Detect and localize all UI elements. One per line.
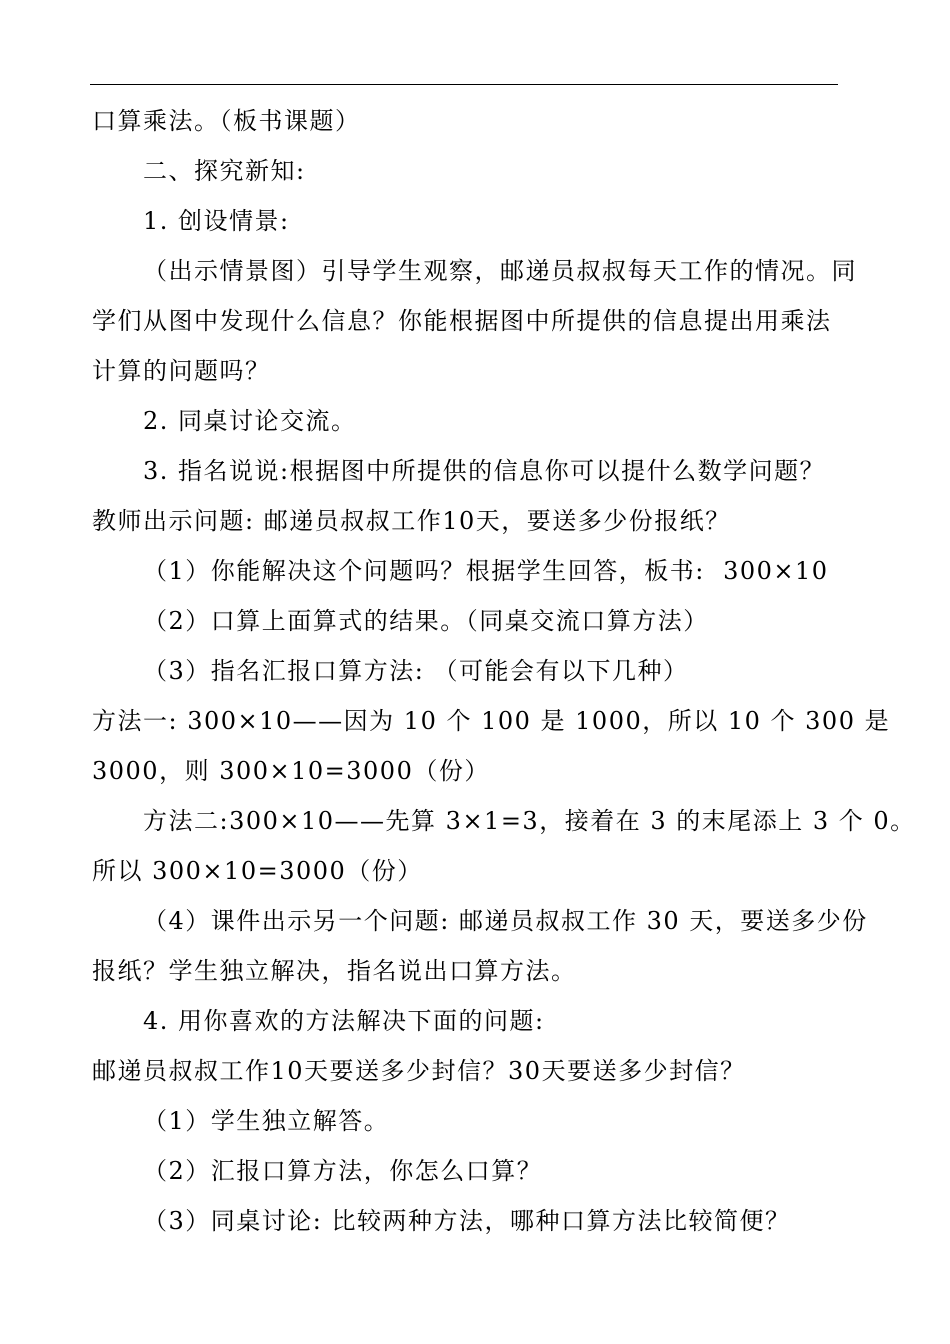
step-heading: 4. 用你喜欢的方法解决下面的问题: <box>143 1007 545 1035</box>
text-line: 学们从图中发现什么信息？你能根据图中所提供的信息提出用乘法 <box>92 307 832 335</box>
text-line: （出示情景图）引导学生观察，邮递员叔叔每天工作的情况。同 <box>143 257 857 285</box>
step-heading: 2. 同桌讨论交流。 <box>143 407 357 435</box>
text-line: （1）学生独立解答。 <box>143 1107 390 1135</box>
text-line: 口算乘法。（板书课题） <box>92 107 361 135</box>
text-line: 计算的问题吗？ <box>92 357 271 385</box>
text-line: （3）指名汇报口算方法: （可能会有以下几种） <box>143 657 689 685</box>
text-line: 3000，则 300×10=3000（份） <box>92 757 490 785</box>
step-heading: 1. 创设情景: <box>143 207 290 235</box>
text-line: （3）同桌讨论: 比较两种方法，哪种口算方法比较简便？ <box>143 1207 791 1235</box>
text-line: （1）你能解决这个问题吗？根据学生回答，板书: 300×10 <box>143 557 829 585</box>
step-heading: 3. 指名说说:根据图中所提供的信息你可以提什么数学问题？ <box>143 457 826 485</box>
text-line: 邮递员叔叔工作10天要送多少封信？30天要送多少封信？ <box>92 1057 746 1085</box>
text-line: 教师出示问题: 邮递员叔叔工作10天，要送多少份报纸？ <box>92 507 731 535</box>
text-line: （4）课件出示另一个问题: 邮递员叔叔工作 30 天，要送多少份 <box>143 907 868 935</box>
text-line: 方法二:300×10——先算 3×1=3，接着在 3 的末尾添上 3 个 0。 <box>143 807 916 835</box>
text-line: 所以 300×10=3000（份） <box>92 857 423 885</box>
text-line: 报纸？学生独立解决，指名说出口算方法。 <box>92 957 577 985</box>
header-rule <box>90 84 838 85</box>
text-line: （2）口算上面算式的结果。（同桌交流口算方法） <box>143 607 709 635</box>
text-line: （2）汇报口算方法，你怎么口算？ <box>143 1157 543 1185</box>
section-heading: 二、探究新知: <box>143 157 306 185</box>
text-line: 方法一: 300×10——因为 10 个 100 是 1000，所以 10 个 300 是 <box>92 707 891 735</box>
